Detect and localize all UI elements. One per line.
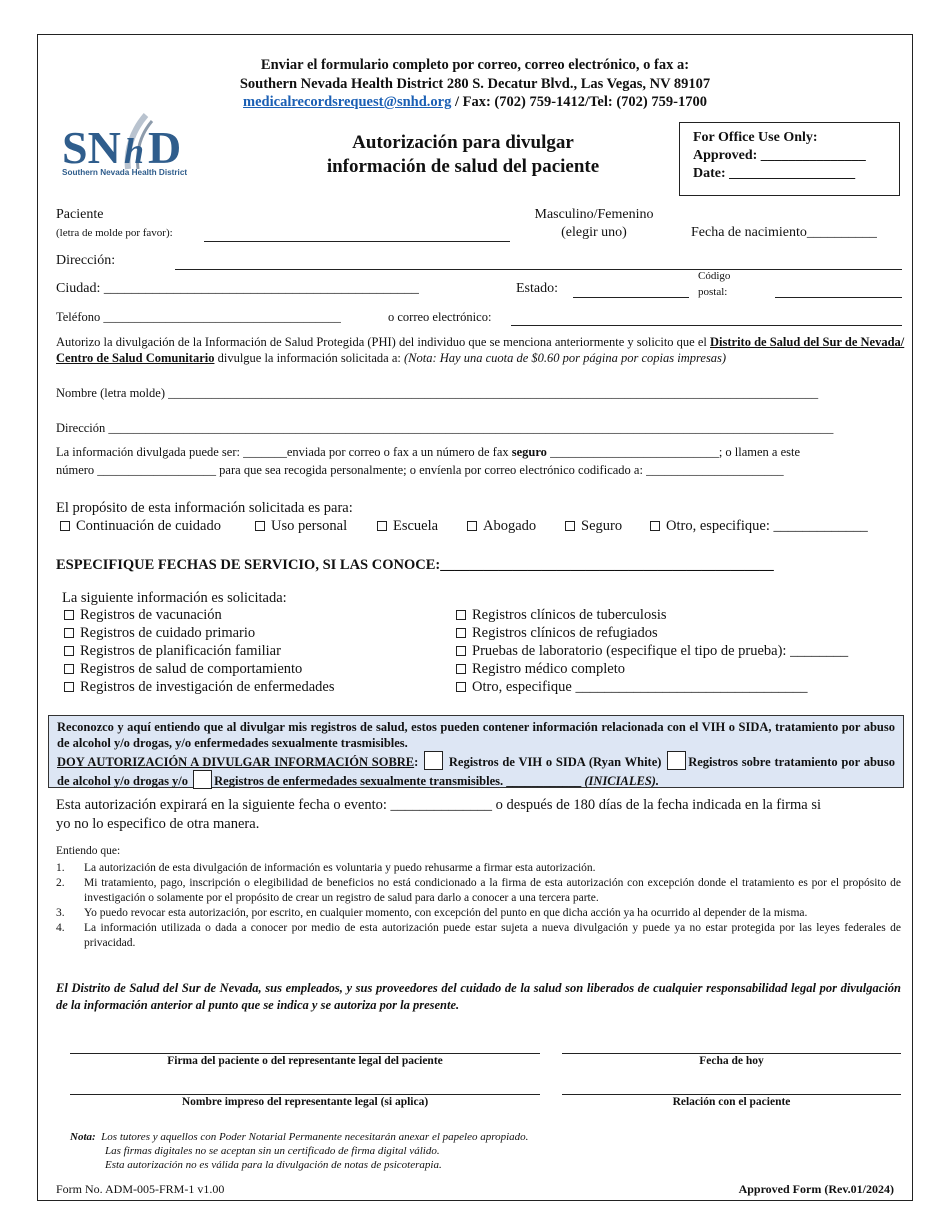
purpose-option-personal[interactable]	[255, 518, 347, 535]
zip-label-2: postal:	[698, 286, 728, 298]
email-field[interactable]	[511, 325, 902, 326]
email-label: o correo electrónico:	[388, 310, 492, 324]
purpose-option-label: Uso personal	[271, 518, 348, 534]
substance-label-a: Registros sobre	[688, 755, 771, 769]
state-label: Estado:	[516, 281, 558, 296]
record-vaccination[interactable]	[64, 607, 222, 624]
delivery-text-a: La información divulgada puede ser: _______enviada por correo o fax a un número de fax	[56, 445, 512, 459]
list-number: 4.	[56, 922, 65, 934]
patient-name-field[interactable]	[204, 241, 510, 242]
todays-date-field[interactable]	[562, 1053, 901, 1054]
delivery-text-b: ___________________________; o llamen a este	[546, 445, 801, 459]
checkbox[interactable]	[64, 682, 74, 692]
notice-colon: :	[414, 755, 419, 769]
list-number: 3.	[56, 907, 65, 919]
approved-form-revision: Approved Form (Rev.01/2024)	[738, 1182, 894, 1196]
liability-release: El Distrito de Salud del Sur de Nevada, sus empleados, y sus proveedores del cuidado de la salud son liberados de cualquier responsabilidad legal por divulgación de la información anterior al punto que se indica y se autoriza por la presente.	[56, 981, 901, 1012]
record-other[interactable]	[456, 679, 807, 696]
record-label: Registros de vacunación	[80, 607, 222, 623]
checkbox[interactable]	[64, 646, 74, 656]
city-field[interactable]: Ciudad: _____________________________________________	[56, 281, 419, 296]
record-complete[interactable]	[456, 661, 625, 678]
list-text: Mi tratamiento, pago, inscripción o elegibilidad de beneficios no está condicionado a la firma de esta autorización con excepción donde el tratamiento es por el propósito de investigación o solamente por el propósito de crear un registro de salud para darlo a conocer a una tercera parte.	[84, 877, 901, 904]
zip-label-1: Código	[698, 270, 731, 282]
initials-label: (INICIALES).	[584, 774, 660, 788]
delivery-method-line-2[interactable]: número ___________________ para que sea recogida personalmente; o envíenla por correo electrónico codificado a: ______________________	[56, 463, 784, 477]
list-number: 1.	[56, 862, 65, 874]
phone-field[interactable]: Teléfono ______________________________________	[56, 310, 341, 324]
todays-date-label: Fecha de hoy	[699, 1055, 764, 1067]
list-number: 2.	[56, 877, 65, 889]
relationship-field[interactable]	[562, 1094, 901, 1095]
note-block	[70, 1130, 528, 1172]
hiv-aids-label: Registros de VIH o SIDA (Ryan White)	[448, 755, 662, 769]
snhd-logo-icon	[60, 111, 200, 187]
service-dates-field[interactable]: ESPECIFIQUE FECHAS DE SERVICIO, SI LAS CONOCE:______________________________________________	[56, 557, 774, 573]
checkbox[interactable]	[650, 521, 660, 531]
record-label: Registros clínicos de refugiados	[472, 625, 658, 641]
checkbox[interactable]	[60, 521, 70, 531]
hiv-aids-checkbox[interactable]	[424, 751, 443, 770]
note-label: Nota:	[70, 1131, 96, 1143]
office-approved: Approved: _______________	[693, 148, 866, 163]
list-item	[56, 906, 901, 921]
relationship-label: Relación con el paciente	[672, 1096, 791, 1108]
checkbox[interactable]	[565, 521, 575, 531]
office-use-box	[679, 122, 900, 196]
purpose-option-care[interactable]	[60, 518, 221, 535]
checkbox[interactable]	[456, 682, 466, 692]
form-number: Form No. ADM-005-FRM-1 v1.00	[56, 1182, 225, 1196]
record-label: Registros clínicos de tuberculosis	[472, 607, 667, 623]
purpose-option-insurance[interactable]	[565, 518, 622, 535]
authorize-part-2: divulgue la información solicitada a:	[214, 351, 404, 365]
checkbox[interactable]	[64, 628, 74, 638]
std-checkbox[interactable]	[193, 770, 212, 789]
purpose-option-label: Otro, especifique: _____________	[666, 518, 868, 534]
purpose-option-label: Seguro	[581, 518, 623, 534]
notice-authorize: DOY AUTORIZACIÓN A DIVULGAR INFORMACIÓN SOBRE	[57, 755, 415, 769]
checkbox[interactable]	[64, 664, 74, 674]
svg-text:SN: SN	[62, 122, 121, 173]
purpose-option-label: Escuela	[393, 518, 439, 534]
gender-hint: (elegir uno)	[561, 225, 627, 240]
purpose-heading: El propósito de esta información solicitada es para:	[56, 500, 353, 516]
list-item	[56, 876, 901, 906]
state-field[interactable]	[573, 297, 689, 298]
list-text: La información utilizada o dada a conocer por medio de esta autorización puede estar sujeta a nueva divulgación y puede ya no estar protegida por las leyes federales de privacidad.	[84, 922, 901, 949]
zip-field[interactable]	[775, 297, 902, 298]
list-text: Yo puedo revocar esta autorización, por escrito, en cualquier momento, con excepción del punto en que dicha acción ya ha ocurrido al depender de la misma.	[84, 907, 808, 919]
substance-label-b: tratamiento por abuso de alcohol y/o drogas y/o	[57, 755, 895, 788]
list-item	[56, 921, 901, 951]
checkbox[interactable]	[456, 628, 466, 638]
checkbox[interactable]	[456, 610, 466, 620]
snhd-logo	[60, 111, 200, 187]
list-text: La autorización de esta divulgación de información es voluntaria y puedo rehusarme a firmar esta autorización.	[84, 862, 596, 874]
authorize-part-1: Autorizo la divulgación de la Información de Salud Protegida (PHI) del individuo que se menciona anteriormente y solicito que el	[56, 335, 710, 349]
svg-text:D: D	[148, 122, 182, 173]
record-primary-care[interactable]	[64, 625, 255, 642]
record-label: Registro médico completo	[472, 661, 626, 677]
note-line-3: Esta autorización no es válida para la divulgación de notas de psicoterapia.	[105, 1159, 442, 1171]
checkbox[interactable]	[467, 521, 477, 531]
record-lab-tests[interactable]	[456, 643, 848, 660]
header-contact	[38, 94, 912, 111]
authorize-paragraph	[56, 334, 911, 366]
gender-label: Masculino/Femenino	[534, 207, 654, 222]
recipient-address-field[interactable]: Dirección ____________________________________________________________________________________________________________________	[56, 421, 834, 435]
sensitive-info-notice	[48, 715, 904, 788]
form-page	[37, 34, 913, 1201]
patient-signature-label: Firma del paciente o del representante legal del paciente	[167, 1055, 443, 1067]
purpose-option-lawyer[interactable]	[467, 518, 536, 535]
record-label: Otro, especifique ________________________________	[472, 679, 808, 695]
authorize-org: Distrito de Salud del Sur de Nevada/ Centro de Salud Comunitario	[56, 335, 905, 365]
checkbox[interactable]	[255, 521, 265, 531]
delivery-secure: seguro	[511, 445, 547, 459]
dob-field[interactable]: Fecha de nacimiento__________	[691, 225, 877, 240]
checkbox[interactable]	[377, 521, 387, 531]
patient-hint: (letra de molde por favor):	[56, 227, 173, 239]
list-item	[56, 861, 901, 876]
logo-caption: Southern Nevada Health District	[62, 168, 188, 177]
record-disease-investigation[interactable]	[64, 679, 334, 696]
record-label: Registros de cuidado primario	[80, 625, 256, 641]
address-field[interactable]	[175, 269, 902, 270]
note-line-1: Los tutores y aquellos con Poder Notarial Permanente necesitarán anexar el papeleo apropiado.	[101, 1131, 529, 1143]
record-family-planning[interactable]	[64, 643, 281, 660]
record-label: Pruebas de laboratorio (especifique el tipo de prueba): ________	[472, 643, 849, 659]
substance-abuse-checkbox[interactable]	[667, 751, 686, 770]
record-tuberculosis[interactable]	[456, 607, 667, 624]
header-line-1: Enviar el formulario completo por correo, correo electrónico, o fax a:	[260, 57, 690, 73]
expiration-line-2: yo no lo especifico de otra manera.	[56, 816, 260, 832]
header-phone-fax: / Fax: (702) 759-1412/Tel: (702) 759-1700	[451, 94, 707, 110]
checkbox[interactable]	[456, 664, 466, 674]
svg-text:h: h	[124, 131, 145, 171]
form-title-line-1: Autorización para divulgar	[352, 132, 574, 153]
printed-name-label: Nombre impreso del representante legal (si aplica)	[181, 1096, 429, 1108]
std-label[interactable]: Registros de enfermedades sexualmente transmisibles. ____________	[214, 774, 582, 788]
record-label: Registros de planificación familiar	[80, 643, 281, 659]
record-label: Registros de investigación de enfermedades	[80, 679, 335, 695]
recipient-name-field[interactable]: Nombre (letra molde) ________________________________________________________________________________________________________	[56, 386, 819, 400]
printed-name-field[interactable]	[70, 1094, 540, 1095]
delivery-method-line-1[interactable]	[56, 445, 800, 460]
expiration-line-1[interactable]: Esta autorización expirará en la siguiente fecha o evento: ______________ o después de 180 días de la fecha indicada en la firma si	[56, 797, 822, 813]
note-line-2: Las firmas digitales no se aceptan sin un certificado de firma digital válido.	[105, 1145, 440, 1157]
understand-heading: Entiendo que:	[56, 845, 121, 857]
record-label: Registros de salud de comportamiento	[80, 661, 303, 677]
notice-text: Reconozco y aquí entiendo que al divulgar mis registros de salud, estos pueden contener información relacionada con el VIH o SIDA, tratamiento por abuso de alcohol y/o drogas, y/o enfermedades sexualmente trasmisibles.	[57, 720, 895, 750]
office-use-heading: For Office Use Only:	[693, 130, 818, 145]
purpose-option-label: Abogado	[483, 518, 537, 534]
patient-signature-field[interactable]	[70, 1053, 540, 1054]
records-heading: La siguiente información es solicitada:	[62, 590, 287, 606]
understand-list	[56, 861, 901, 951]
purpose-option-school[interactable]	[377, 518, 438, 535]
office-date: Date: __________________	[693, 166, 856, 181]
checkbox[interactable]	[456, 646, 466, 656]
header-line-2: Southern Nevada Health District 280 S. Decatur Blvd., Las Vegas, NV 89107	[239, 76, 711, 92]
authorize-fee-note: (Nota: Hay una cuota de $0.60 por página por copias impresas)	[404, 351, 727, 365]
address-label: Dirección:	[56, 253, 116, 268]
purpose-option-other[interactable]	[650, 518, 868, 535]
checkbox[interactable]	[64, 610, 74, 620]
record-refugee[interactable]	[456, 625, 658, 642]
purpose-option-label: Continuación de cuidado	[76, 518, 221, 534]
form-title-line-2: información de salud del paciente	[326, 156, 600, 177]
record-behavioral-health[interactable]	[64, 661, 302, 678]
patient-label: Paciente	[56, 207, 104, 222]
email-link[interactable]: medicalrecordsrequest@snhd.org	[243, 94, 452, 110]
